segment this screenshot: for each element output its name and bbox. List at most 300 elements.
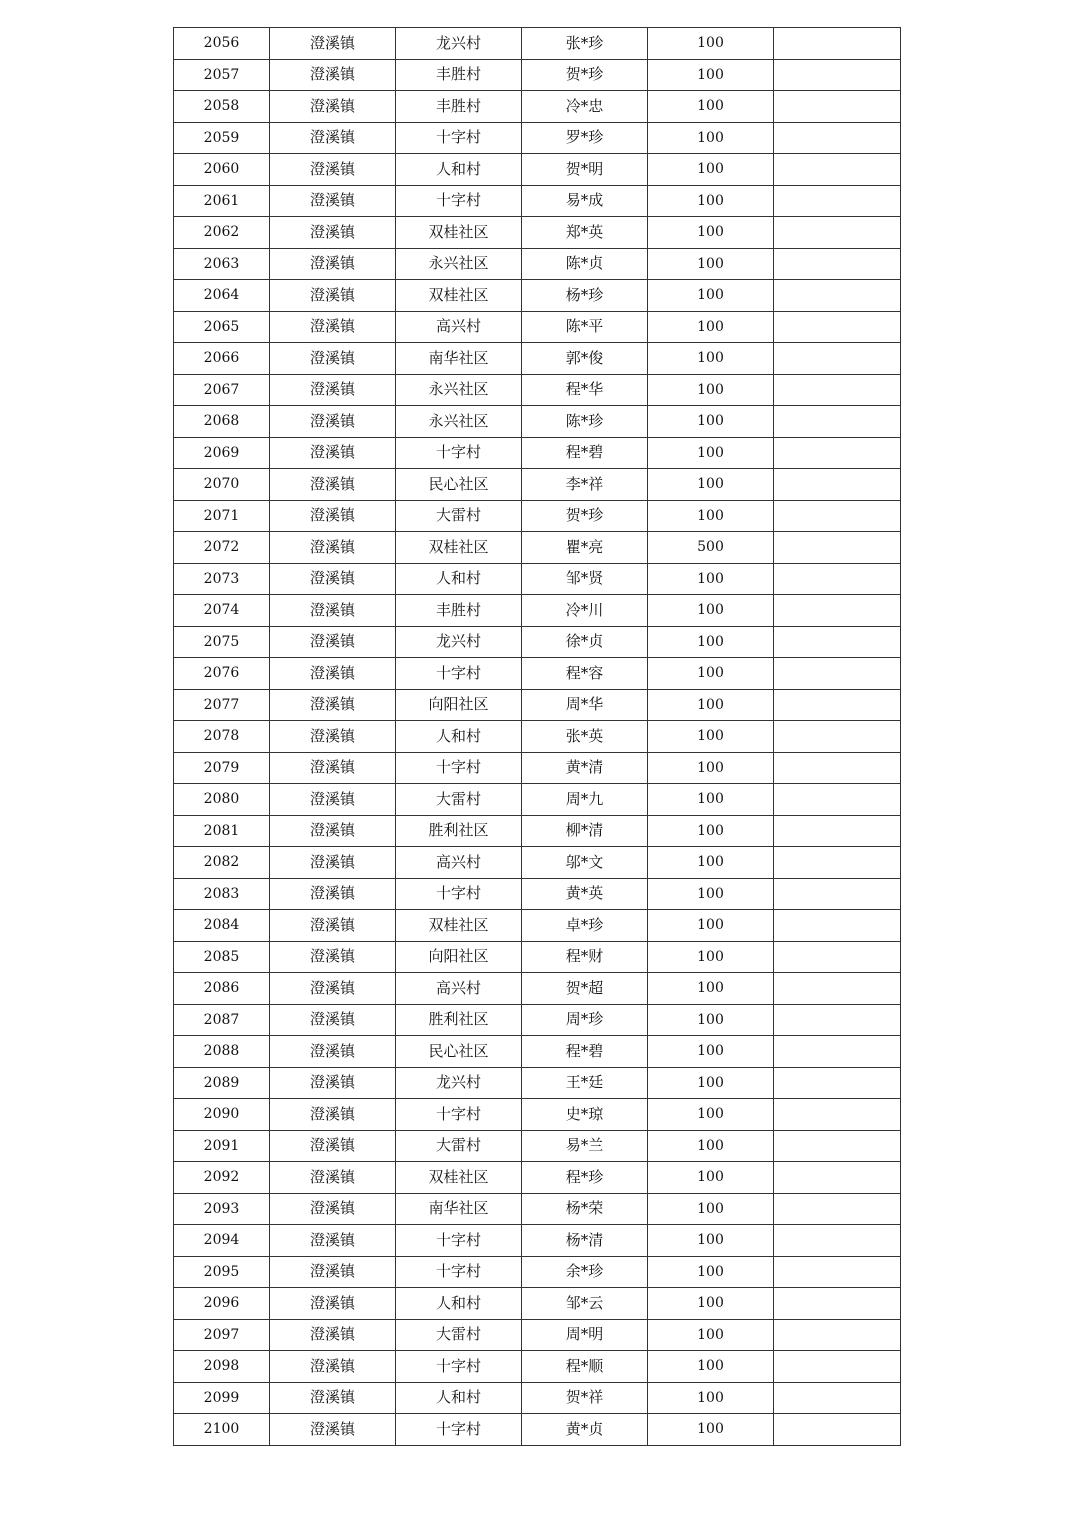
village-cell: 十字村 [396,878,522,910]
subsidy-roster-table [173,27,901,1446]
row-number-cell: 2082 [174,847,270,879]
amount-cell: 100 [648,311,774,343]
row-number-cell: 2066 [174,343,270,375]
town-cell: 澄溪镇 [270,1319,396,1351]
town-cell: 澄溪镇 [270,689,396,721]
village-cell: 十字村 [396,1256,522,1288]
town-cell: 澄溪镇 [270,595,396,627]
village-cell: 民心社区 [396,469,522,501]
amount-cell: 100 [648,1067,774,1099]
name-cell: 陈*贞 [522,248,648,280]
amount-cell: 100 [648,59,774,91]
table-row [174,154,901,186]
amount-cell: 100 [648,910,774,942]
name-cell: 郑*英 [522,217,648,249]
remark-cell [774,532,901,564]
town-cell: 澄溪镇 [270,1004,396,1036]
name-cell: 周*珍 [522,1004,648,1036]
name-cell: 程*财 [522,941,648,973]
amount-cell: 100 [648,563,774,595]
village-cell: 高兴村 [396,847,522,879]
amount-cell: 100 [648,973,774,1005]
amount-cell: 100 [648,248,774,280]
table-row [174,437,901,469]
table-row [174,185,901,217]
remark-cell [774,689,901,721]
row-number-cell: 2065 [174,311,270,343]
remark-cell [774,1099,901,1131]
amount-cell: 100 [648,406,774,438]
remark-cell [774,343,901,375]
amount-cell: 100 [648,689,774,721]
table-row [174,1256,901,1288]
table-row [174,532,901,564]
table-body [174,28,901,1446]
amount-cell: 100 [648,185,774,217]
village-cell: 龙兴村 [396,28,522,60]
remark-cell [774,217,901,249]
name-cell: 程*华 [522,374,648,406]
town-cell: 澄溪镇 [270,343,396,375]
town-cell: 澄溪镇 [270,185,396,217]
town-cell: 澄溪镇 [270,311,396,343]
table-row [174,595,901,627]
amount-cell: 100 [648,374,774,406]
amount-cell: 100 [648,721,774,753]
village-cell: 十字村 [396,1351,522,1383]
remark-cell [774,1382,901,1414]
name-cell: 瞿*亮 [522,532,648,564]
town-cell: 澄溪镇 [270,154,396,186]
amount-cell: 100 [648,280,774,312]
remark-cell [774,1225,901,1257]
amount-cell: 100 [648,1351,774,1383]
town-cell: 澄溪镇 [270,752,396,784]
town-cell: 澄溪镇 [270,469,396,501]
remark-cell [774,1162,901,1194]
remark-cell [774,280,901,312]
row-number-cell: 2073 [174,563,270,595]
table-row [174,91,901,123]
row-number-cell: 2081 [174,815,270,847]
village-cell: 胜利社区 [396,1004,522,1036]
row-number-cell: 2091 [174,1130,270,1162]
town-cell: 澄溪镇 [270,1067,396,1099]
table-row [174,847,901,879]
village-cell: 民心社区 [396,1036,522,1068]
amount-cell: 100 [648,1004,774,1036]
amount-cell: 100 [648,122,774,154]
name-cell: 卓*珍 [522,910,648,942]
row-number-cell: 2097 [174,1319,270,1351]
table-row [174,1193,901,1225]
village-cell: 南华社区 [396,343,522,375]
row-number-cell: 2056 [174,28,270,60]
amount-cell: 100 [648,91,774,123]
name-cell: 史*琼 [522,1099,648,1131]
name-cell: 程*容 [522,658,648,690]
amount-cell: 100 [648,1036,774,1068]
remark-cell [774,1288,901,1320]
amount-cell: 100 [648,1288,774,1320]
town-cell: 澄溪镇 [270,437,396,469]
village-cell: 双桂社区 [396,532,522,564]
row-number-cell: 2076 [174,658,270,690]
name-cell: 周*九 [522,784,648,816]
amount-cell: 100 [648,1130,774,1162]
name-cell: 黄*英 [522,878,648,910]
remark-cell [774,122,901,154]
name-cell: 杨*珍 [522,280,648,312]
town-cell: 澄溪镇 [270,973,396,1005]
town-cell: 澄溪镇 [270,1351,396,1383]
village-cell: 大雷村 [396,1130,522,1162]
town-cell: 澄溪镇 [270,1130,396,1162]
amount-cell: 100 [648,626,774,658]
town-cell: 澄溪镇 [270,658,396,690]
table-row [174,1004,901,1036]
remark-cell [774,374,901,406]
town-cell: 澄溪镇 [270,910,396,942]
table-row [174,406,901,438]
name-cell: 陈*珍 [522,406,648,438]
village-cell: 大雷村 [396,1319,522,1351]
remark-cell [774,248,901,280]
village-cell: 高兴村 [396,973,522,1005]
remark-cell [774,1256,901,1288]
amount-cell: 500 [648,532,774,564]
village-cell: 十字村 [396,122,522,154]
remark-cell [774,563,901,595]
town-cell: 澄溪镇 [270,406,396,438]
amount-cell: 100 [648,752,774,784]
remark-cell [774,185,901,217]
town-cell: 澄溪镇 [270,28,396,60]
amount-cell: 100 [648,658,774,690]
amount-cell: 100 [648,1414,774,1446]
village-cell: 丰胜村 [396,91,522,123]
town-cell: 澄溪镇 [270,721,396,753]
table-row [174,122,901,154]
remark-cell [774,595,901,627]
table-row [174,1036,901,1068]
name-cell: 冷*川 [522,595,648,627]
table-row [174,878,901,910]
village-cell: 丰胜村 [396,59,522,91]
row-number-cell: 2079 [174,752,270,784]
table-row [174,721,901,753]
village-cell: 大雷村 [396,784,522,816]
town-cell: 澄溪镇 [270,941,396,973]
row-number-cell: 2064 [174,280,270,312]
amount-cell: 100 [648,1225,774,1257]
row-number-cell: 2059 [174,122,270,154]
name-cell: 罗*珍 [522,122,648,154]
table-row [174,1162,901,1194]
table-row [174,1099,901,1131]
town-cell: 澄溪镇 [270,1099,396,1131]
remark-cell [774,406,901,438]
town-cell: 澄溪镇 [270,815,396,847]
table-row [174,280,901,312]
name-cell: 程*顺 [522,1351,648,1383]
town-cell: 澄溪镇 [270,626,396,658]
remark-cell [774,1351,901,1383]
row-number-cell: 2085 [174,941,270,973]
amount-cell: 100 [648,1162,774,1194]
remark-cell [774,815,901,847]
row-number-cell: 2060 [174,154,270,186]
table-row [174,1319,901,1351]
name-cell: 易*兰 [522,1130,648,1162]
remark-cell [774,437,901,469]
name-cell: 杨*清 [522,1225,648,1257]
table-row [174,1351,901,1383]
village-cell: 永兴社区 [396,374,522,406]
amount-cell: 100 [648,815,774,847]
village-cell: 大雷村 [396,500,522,532]
remark-cell [774,59,901,91]
row-number-cell: 2062 [174,217,270,249]
remark-cell [774,1319,901,1351]
village-cell: 十字村 [396,437,522,469]
village-cell: 十字村 [396,1414,522,1446]
table-row [174,217,901,249]
row-number-cell: 2089 [174,1067,270,1099]
table-row [174,1382,901,1414]
town-cell: 澄溪镇 [270,1414,396,1446]
town-cell: 澄溪镇 [270,217,396,249]
table-row [174,941,901,973]
row-number-cell: 2078 [174,721,270,753]
town-cell: 澄溪镇 [270,1256,396,1288]
row-number-cell: 2070 [174,469,270,501]
row-number-cell: 2057 [174,59,270,91]
village-cell: 双桂社区 [396,910,522,942]
row-number-cell: 2094 [174,1225,270,1257]
name-cell: 程*碧 [522,1036,648,1068]
row-number-cell: 2069 [174,437,270,469]
remark-cell [774,500,901,532]
town-cell: 澄溪镇 [270,500,396,532]
amount-cell: 100 [648,217,774,249]
row-number-cell: 2061 [174,185,270,217]
village-cell: 人和村 [396,1382,522,1414]
town-cell: 澄溪镇 [270,878,396,910]
remark-cell [774,311,901,343]
name-cell: 周*明 [522,1319,648,1351]
amount-cell: 100 [648,437,774,469]
town-cell: 澄溪镇 [270,280,396,312]
village-cell: 十字村 [396,185,522,217]
remark-cell [774,910,901,942]
village-cell: 十字村 [396,658,522,690]
town-cell: 澄溪镇 [270,1162,396,1194]
table-row [174,752,901,784]
name-cell: 邬*文 [522,847,648,879]
name-cell: 邹*贤 [522,563,648,595]
name-cell: 张*珍 [522,28,648,60]
table-row [174,815,901,847]
town-cell: 澄溪镇 [270,1225,396,1257]
row-number-cell: 2077 [174,689,270,721]
remark-cell [774,658,901,690]
name-cell: 贺*明 [522,154,648,186]
remark-cell [774,469,901,501]
remark-cell [774,626,901,658]
village-cell: 向阳社区 [396,941,522,973]
amount-cell: 100 [648,1319,774,1351]
village-cell: 双桂社区 [396,1162,522,1194]
row-number-cell: 2072 [174,532,270,564]
village-cell: 人和村 [396,721,522,753]
town-cell: 澄溪镇 [270,563,396,595]
name-cell: 程*碧 [522,437,648,469]
village-cell: 人和村 [396,1288,522,1320]
row-number-cell: 2075 [174,626,270,658]
remark-cell [774,973,901,1005]
table-row [174,1288,901,1320]
amount-cell: 100 [648,343,774,375]
village-cell: 双桂社区 [396,217,522,249]
amount-cell: 100 [648,1382,774,1414]
amount-cell: 100 [648,1099,774,1131]
name-cell: 杨*荣 [522,1193,648,1225]
row-number-cell: 2096 [174,1288,270,1320]
remark-cell [774,752,901,784]
row-number-cell: 2100 [174,1414,270,1446]
town-cell: 澄溪镇 [270,532,396,564]
row-number-cell: 2058 [174,91,270,123]
village-cell: 南华社区 [396,1193,522,1225]
amount-cell: 100 [648,500,774,532]
amount-cell: 100 [648,469,774,501]
row-number-cell: 2083 [174,878,270,910]
table-row [174,248,901,280]
amount-cell: 100 [648,847,774,879]
town-cell: 澄溪镇 [270,374,396,406]
remark-cell [774,847,901,879]
row-number-cell: 2068 [174,406,270,438]
row-number-cell: 2093 [174,1193,270,1225]
row-number-cell: 2086 [174,973,270,1005]
town-cell: 澄溪镇 [270,1288,396,1320]
remark-cell [774,784,901,816]
town-cell: 澄溪镇 [270,59,396,91]
name-cell: 余*珍 [522,1256,648,1288]
name-cell: 黄*清 [522,752,648,784]
remark-cell [774,1036,901,1068]
town-cell: 澄溪镇 [270,1193,396,1225]
village-cell: 人和村 [396,154,522,186]
row-number-cell: 2074 [174,595,270,627]
remark-cell [774,91,901,123]
village-cell: 龙兴村 [396,1067,522,1099]
amount-cell: 100 [648,941,774,973]
row-number-cell: 2067 [174,374,270,406]
remark-cell [774,1067,901,1099]
row-number-cell: 2084 [174,910,270,942]
row-number-cell: 2092 [174,1162,270,1194]
remark-cell [774,1004,901,1036]
table-row [174,311,901,343]
name-cell: 易*成 [522,185,648,217]
remark-cell [774,1130,901,1162]
village-cell: 高兴村 [396,311,522,343]
amount-cell: 100 [648,878,774,910]
table-row [174,1414,901,1446]
table-row [174,563,901,595]
name-cell: 冷*忠 [522,91,648,123]
remark-cell [774,878,901,910]
village-cell: 龙兴村 [396,626,522,658]
remark-cell [774,721,901,753]
name-cell: 张*英 [522,721,648,753]
table-row [174,59,901,91]
village-cell: 人和村 [396,563,522,595]
row-number-cell: 2063 [174,248,270,280]
table-row [174,689,901,721]
name-cell: 徐*贞 [522,626,648,658]
name-cell: 程*珍 [522,1162,648,1194]
table-row [174,28,901,60]
table-row [174,343,901,375]
village-cell: 永兴社区 [396,406,522,438]
remark-cell [774,28,901,60]
village-cell: 十字村 [396,1225,522,1257]
table-row [174,910,901,942]
name-cell: 邹*云 [522,1288,648,1320]
remark-cell [774,941,901,973]
table-row [174,1067,901,1099]
name-cell: 王*廷 [522,1067,648,1099]
row-number-cell: 2087 [174,1004,270,1036]
name-cell: 贺*超 [522,973,648,1005]
village-cell: 向阳社区 [396,689,522,721]
town-cell: 澄溪镇 [270,847,396,879]
table-row [174,658,901,690]
name-cell: 陈*平 [522,311,648,343]
table-row [174,784,901,816]
table-row [174,1225,901,1257]
name-cell: 郭*俊 [522,343,648,375]
amount-cell: 100 [648,28,774,60]
village-cell: 十字村 [396,752,522,784]
table-row [174,1130,901,1162]
town-cell: 澄溪镇 [270,248,396,280]
name-cell: 贺*珍 [522,500,648,532]
row-number-cell: 2088 [174,1036,270,1068]
name-cell: 周*华 [522,689,648,721]
village-cell: 十字村 [396,1099,522,1131]
table-row [174,973,901,1005]
table-row [174,626,901,658]
remark-cell [774,154,901,186]
row-number-cell: 2090 [174,1099,270,1131]
table-row [174,500,901,532]
amount-cell: 100 [648,784,774,816]
town-cell: 澄溪镇 [270,1036,396,1068]
table-row [174,374,901,406]
remark-cell [774,1414,901,1446]
town-cell: 澄溪镇 [270,91,396,123]
name-cell: 柳*清 [522,815,648,847]
name-cell: 贺*珍 [522,59,648,91]
row-number-cell: 2098 [174,1351,270,1383]
name-cell: 李*祥 [522,469,648,501]
table-row [174,469,901,501]
village-cell: 胜利社区 [396,815,522,847]
